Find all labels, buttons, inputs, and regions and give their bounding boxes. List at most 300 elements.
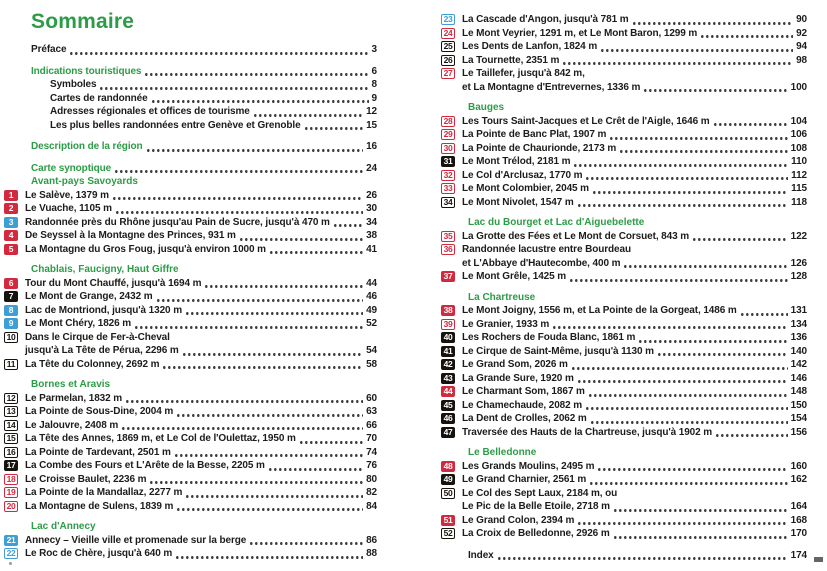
page-number: 34 xyxy=(366,216,377,228)
page-number: 154 xyxy=(790,413,807,425)
dot-leader xyxy=(589,394,788,397)
tour-title: Le Granier, 1933 m xyxy=(462,318,550,330)
page-number: 140 xyxy=(790,345,807,357)
dot-leader xyxy=(145,73,368,76)
tour-number-badge: 36 xyxy=(441,244,455,255)
index-label: Index xyxy=(468,549,494,561)
badge-slot xyxy=(4,332,25,343)
tour-title: Randonnée lacustre entre Bourdeau xyxy=(462,244,631,256)
tour-number-badge: 5 xyxy=(4,244,18,255)
tour-number-badge: 21 xyxy=(4,535,18,546)
dot-leader xyxy=(147,149,364,152)
toc-entry-row xyxy=(441,372,807,386)
toc-entry-row xyxy=(441,270,807,284)
tour-title: Le Charmant Som, 1867 m xyxy=(462,386,585,398)
tour-title: Les Grands Moulins, 2495 m xyxy=(462,460,595,472)
page-number: 108 xyxy=(790,142,807,154)
section-heading: Bornes et Aravis xyxy=(31,379,111,390)
badge-slot xyxy=(4,244,25,255)
tour-title: Le Vuache, 1105 m xyxy=(25,203,112,215)
tour-number-badge: 32 xyxy=(441,170,455,181)
section-heading: Bauges xyxy=(468,102,505,113)
front-matter-label: Cartes de randonnée xyxy=(50,92,148,104)
page-number: 134 xyxy=(790,318,807,330)
badge-slot xyxy=(441,197,462,208)
tour-title: La Dent de Crolles, 2062 m xyxy=(462,413,587,425)
page-number: 26 xyxy=(366,189,377,201)
tour-title: Le Salève, 1379 m xyxy=(25,189,109,201)
page-number: 70 xyxy=(366,433,377,445)
tour-title: Le Mont Nivolet, 1547 m xyxy=(462,196,574,208)
dot-leader xyxy=(714,123,788,126)
page-number: 54 xyxy=(366,345,377,357)
right-sections xyxy=(441,13,807,541)
page-number: 110 xyxy=(791,156,807,168)
tour-number-badge: 33 xyxy=(441,183,455,194)
dot-leader xyxy=(240,238,363,241)
toc-entry-row xyxy=(4,243,377,257)
page-number: 156 xyxy=(790,426,807,438)
toc-entry-row xyxy=(4,392,377,406)
dot-leader xyxy=(300,441,363,444)
tour-number-badge: 49 xyxy=(441,474,455,485)
right-column xyxy=(441,13,807,562)
dot-leader xyxy=(716,434,788,437)
dot-leader xyxy=(113,197,363,200)
page-number: 24 xyxy=(366,162,377,174)
page-number: 94 xyxy=(796,41,807,53)
toc-entry-row xyxy=(4,419,377,433)
badge-slot xyxy=(441,55,462,66)
dot-leader xyxy=(70,52,368,55)
toc-entry-row xyxy=(441,27,807,41)
badge-slot xyxy=(4,278,25,289)
tour-number-badge: 44 xyxy=(441,386,455,397)
tour-number-badge: 30 xyxy=(441,143,455,154)
badge-slot xyxy=(4,433,25,444)
front-matter-row xyxy=(4,92,377,106)
dot-leader xyxy=(553,326,787,329)
toc-entry-row xyxy=(441,13,807,27)
tour-title: jusqu'à La Tête de Pérua, 2296 m xyxy=(25,345,179,357)
tour-number-badge: 3 xyxy=(4,217,18,228)
dot-leader xyxy=(578,204,789,207)
tour-number-badge: 20 xyxy=(4,501,18,512)
dot-leader xyxy=(269,468,363,471)
tour-number-badge: 45 xyxy=(441,400,455,411)
tour-title: Le Roc de Chère, jusqu'à 640 m xyxy=(25,548,173,560)
dot-leader xyxy=(601,49,793,52)
tour-title: La Pointe de Chaurionde, 2173 m xyxy=(462,142,617,154)
toc-entry-row xyxy=(441,331,807,345)
tour-number-badge: 51 xyxy=(441,515,455,526)
tour-title: La Grande Sure, 1920 m xyxy=(462,372,574,384)
badge-slot xyxy=(441,271,462,282)
front-matter-label: Les plus belles randonnées entre Genève et Grenoble xyxy=(50,119,301,131)
toc-entry-row xyxy=(4,189,377,203)
dot-leader xyxy=(175,454,363,457)
tour-title: et L'Abbaye d'Hautecombe, 400 m xyxy=(462,257,621,269)
badge-slot xyxy=(4,535,25,546)
dot-leader xyxy=(126,400,363,403)
badge-slot xyxy=(4,447,25,458)
page-number: 74 xyxy=(366,446,377,458)
badge-slot xyxy=(441,461,462,472)
badge-slot xyxy=(441,116,462,127)
front-matter-label: Carte synoptique xyxy=(31,162,112,174)
toc-entry-row xyxy=(4,304,377,318)
page-number: 84 xyxy=(366,500,377,512)
badge-slot xyxy=(441,129,462,140)
dot-leader xyxy=(157,299,364,302)
page-number: 6 xyxy=(371,65,377,77)
badge-slot xyxy=(441,474,462,485)
tour-number-badge: 50 xyxy=(441,488,455,499)
toc-entry-row xyxy=(4,500,377,514)
toc-entry-row xyxy=(4,344,377,358)
page-number: 46 xyxy=(366,291,377,303)
dot-leader xyxy=(590,482,787,485)
toc-entry-row xyxy=(441,399,807,413)
page-number: 104 xyxy=(790,115,807,127)
page-number: 92 xyxy=(796,27,807,39)
tour-number-badge: 16 xyxy=(4,447,18,458)
tour-number-badge: 27 xyxy=(441,68,455,79)
tour-title: Le Mont de Grange, 2432 m xyxy=(25,291,153,303)
tour-title: La Cascade d'Angon, jusqu'à 781 m xyxy=(462,14,629,26)
page-number: 160 xyxy=(790,460,807,472)
page-number: 164 xyxy=(790,501,807,513)
tour-number-badge: 47 xyxy=(441,427,455,438)
toc-entry-row xyxy=(441,182,807,196)
front-matter-row xyxy=(4,43,377,57)
tour-title: La Combe des Fours et L'Arête de la Besse, 2205 m xyxy=(25,460,265,472)
dot-leader xyxy=(644,89,787,92)
toc-entry-row xyxy=(4,534,377,548)
badge-slot xyxy=(4,460,25,471)
toc-entry-row xyxy=(441,527,807,541)
badge-slot xyxy=(4,190,25,201)
tour-title: Le Mont Trélod, 2181 m xyxy=(462,156,571,168)
page-number: 115 xyxy=(791,183,807,195)
scan-artifact-right xyxy=(814,557,823,562)
dot-leader xyxy=(177,508,363,511)
dot-leader xyxy=(633,22,794,25)
dot-leader xyxy=(741,313,788,316)
page-number: 12 xyxy=(366,106,377,118)
badge-slot xyxy=(441,14,462,25)
dot-leader xyxy=(115,170,363,173)
dot-leader xyxy=(624,265,787,268)
page-number: 9 xyxy=(371,92,377,104)
front-matter-row xyxy=(4,162,377,176)
dot-leader xyxy=(100,87,368,90)
dot-leader xyxy=(586,407,788,410)
tour-number-badge: 17 xyxy=(4,460,18,471)
dot-leader xyxy=(163,366,363,369)
dot-leader xyxy=(570,279,788,282)
tour-number-badge: 11 xyxy=(4,359,18,370)
page-number: 63 xyxy=(366,406,377,418)
badge-slot xyxy=(4,406,25,417)
tour-title: Le Grand Som, 2026 m xyxy=(462,359,568,371)
page-number: 49 xyxy=(366,304,377,316)
page-number: 142 xyxy=(790,359,807,371)
badge-slot xyxy=(4,217,25,228)
dot-leader xyxy=(135,326,363,329)
page-number: 100 xyxy=(790,81,807,93)
page-title: Sommaire xyxy=(31,10,135,33)
badge-slot xyxy=(441,386,462,397)
toc-entry-row xyxy=(441,115,807,129)
page-number: 38 xyxy=(366,230,377,242)
tour-title: La Pointe de Banc Plat, 1907 m xyxy=(462,129,607,141)
badge-slot xyxy=(441,305,462,316)
badge-slot xyxy=(4,305,25,316)
page-number: 8 xyxy=(371,79,377,91)
tour-title: Le Mont Colombier, 2045 m xyxy=(462,183,589,195)
left-column xyxy=(4,10,377,561)
badge-slot xyxy=(4,359,25,370)
tour-number-badge: 14 xyxy=(4,420,18,431)
badge-slot xyxy=(441,427,462,438)
tour-title: Le Col des Sept Laux, 2184 m, ou xyxy=(462,487,618,499)
page-number: 44 xyxy=(366,277,377,289)
tour-title: Le Grand Charnier, 2561 m xyxy=(462,474,587,486)
tour-title: La Montagne de Sulens, 1839 m xyxy=(25,500,174,512)
toc-entry-row xyxy=(441,426,807,440)
toc-entry-row xyxy=(441,500,807,514)
tour-number-badge: 2 xyxy=(4,203,18,214)
badge-slot xyxy=(4,548,25,559)
dot-leader xyxy=(578,380,788,383)
tour-number-badge: 34 xyxy=(441,197,455,208)
toc-entry-row xyxy=(441,155,807,169)
page-number: 76 xyxy=(366,460,377,472)
dot-leader xyxy=(498,557,788,560)
dot-leader xyxy=(254,114,363,117)
toc-entry-row xyxy=(441,230,807,244)
dot-leader xyxy=(578,522,787,525)
badge-slot xyxy=(4,230,25,241)
tour-title: et La Montagne d'Entrevernes, 1336 m xyxy=(462,81,641,93)
front-matter-row xyxy=(4,78,377,92)
badge-slot xyxy=(441,28,462,39)
badge-slot xyxy=(441,143,462,154)
tour-number-badge: 19 xyxy=(4,487,18,498)
page-number: 131 xyxy=(790,305,807,317)
front-matter-label: Préface xyxy=(31,44,67,56)
tour-number-badge: 25 xyxy=(441,41,455,52)
tour-number-badge: 31 xyxy=(441,156,455,167)
page-number: 16 xyxy=(366,141,377,153)
tour-title: Le Chamechaude, 2082 m xyxy=(462,399,583,411)
tour-title: Le Mont Grêle, 1425 m xyxy=(462,271,567,283)
dot-leader xyxy=(610,137,787,140)
badge-slot xyxy=(441,231,462,242)
dot-leader xyxy=(639,340,787,343)
page-number: 136 xyxy=(790,332,807,344)
page-number: 148 xyxy=(790,386,807,398)
dot-leader xyxy=(620,150,787,153)
tour-number-badge: 46 xyxy=(441,413,455,424)
section-heading: Chablais, Faucigny, Haut Giffre xyxy=(31,264,179,275)
page-number: 168 xyxy=(790,514,807,526)
dot-leader xyxy=(150,481,363,484)
badge-slot xyxy=(441,156,462,167)
toc-entry-row xyxy=(441,304,807,318)
tour-number-badge: 22 xyxy=(4,548,18,559)
tour-number-badge: 12 xyxy=(4,393,18,404)
tour-number-badge: 24 xyxy=(441,28,455,39)
page-number: 98 xyxy=(796,54,807,66)
badge-slot xyxy=(441,346,462,357)
tour-title: De Seyssel à la Montagne des Princes, 931 m xyxy=(25,230,236,242)
tour-number-badge: 37 xyxy=(441,271,455,282)
tour-title: Le Taillefer, jusqu'à 842 m, xyxy=(462,68,585,80)
tour-number-badge: 41 xyxy=(441,346,455,357)
tour-number-badge: 38 xyxy=(441,305,455,316)
page-number: 58 xyxy=(366,358,377,370)
tour-title: Le Pic de la Belle Etoile, 2718 m xyxy=(462,501,610,513)
tour-number-badge: 29 xyxy=(441,129,455,140)
toc-entry-row xyxy=(4,290,377,304)
dot-leader xyxy=(572,367,788,370)
tour-title: La Pointe de la Mandallaz, 2277 m xyxy=(25,487,183,499)
tour-number-badge: 40 xyxy=(441,332,455,343)
toc-entry-row xyxy=(4,432,377,446)
toc-entry-row xyxy=(441,81,807,95)
dot-leader xyxy=(614,536,788,539)
tour-title: Le Mont Veyrier, 1291 m, et Le Mont Baron, 1299 m xyxy=(462,27,698,39)
dot-leader xyxy=(334,224,363,227)
page-number: 150 xyxy=(790,399,807,411)
badge-slot xyxy=(4,393,25,404)
section-heading: Le Belledonne xyxy=(468,447,537,458)
badge-slot xyxy=(441,359,462,370)
page-number: 3 xyxy=(371,44,377,56)
section-heading: Lac d'Annecy xyxy=(31,521,96,532)
dot-leader xyxy=(693,238,788,241)
page-number: 122 xyxy=(790,230,807,242)
toc-entry-row xyxy=(441,169,807,183)
tour-title: La Croix de Belledonne, 2926 m xyxy=(462,528,610,540)
toc-entry-row xyxy=(4,358,377,372)
badge-slot xyxy=(4,318,25,329)
toc-entry-row xyxy=(441,412,807,426)
tour-title: Le Mont Chéry, 1826 m xyxy=(25,318,132,330)
tour-number-badge: 42 xyxy=(441,359,455,370)
toc-entry-row xyxy=(441,358,807,372)
badge-slot xyxy=(441,332,462,343)
badge-slot xyxy=(4,203,25,214)
tour-number-badge: 28 xyxy=(441,116,455,127)
toc-entry-row xyxy=(441,243,807,257)
tour-title: Les Rochers de Fouda Blanc, 1861 m xyxy=(462,332,636,344)
tour-title: Lac de Montriond, jusqu'à 1320 m xyxy=(25,304,182,316)
page-number: 170 xyxy=(790,528,807,540)
front-matter-row xyxy=(4,105,377,119)
tour-number-badge: 26 xyxy=(441,55,455,66)
tour-number-badge: 18 xyxy=(4,474,18,485)
toc-entry-row xyxy=(441,54,807,68)
tour-title: Tour du Mont Chauffé, jusqu'à 1694 m xyxy=(25,277,202,289)
left-sections xyxy=(4,175,377,561)
page-number: 146 xyxy=(790,372,807,384)
badge-slot xyxy=(441,319,462,330)
index-row xyxy=(441,549,807,563)
tour-number-badge: 23 xyxy=(441,14,455,25)
page-number: 90 xyxy=(796,14,807,26)
tour-title: Traversée des Hauts de la Chartreuse, jusqu'à 1902 m xyxy=(462,426,713,438)
toc-entry-row xyxy=(441,385,807,399)
section-heading: La Chartreuse xyxy=(468,291,536,303)
toc-entry-row xyxy=(441,128,807,142)
dot-leader xyxy=(186,312,363,315)
badge-slot xyxy=(441,515,462,526)
tour-title: Le Cirque de Saint-Même, jusqu'à 1130 m xyxy=(462,345,654,357)
toc-entry-row xyxy=(441,487,807,501)
tour-title: Le Parmelan, 1832 m xyxy=(25,392,123,404)
dot-leader xyxy=(152,100,369,103)
tour-title: Randonnée près du Rhône jusqu'au Pain de Sucre, jusqu'à 470 m xyxy=(25,216,330,228)
badge-slot xyxy=(441,244,462,255)
tour-number-badge: 39 xyxy=(441,319,455,330)
tour-title: La Tête du Colonney, 2692 m xyxy=(25,358,160,370)
toc-entry-row xyxy=(441,318,807,332)
toc-entry-row xyxy=(441,142,807,156)
tour-title: Annecy – Vieille ville et promenade sur la berge xyxy=(25,534,247,546)
tour-number-badge: 8 xyxy=(4,305,18,316)
toc-entry-row xyxy=(4,331,377,345)
toc-entry-row xyxy=(4,486,377,500)
tour-title: Le Col d'Arclusaz, 1770 m xyxy=(462,169,583,181)
tour-title: Le Mont Joigny, 1556 m, et La Pointe de la Gorgeat, 1486 m xyxy=(462,305,737,317)
badge-slot xyxy=(441,400,462,411)
badge-slot xyxy=(4,487,25,498)
front-matter-row xyxy=(4,140,377,154)
front-matter-row xyxy=(4,65,377,79)
dot-leader xyxy=(701,35,793,38)
tour-title: Le Grand Colon, 2394 m xyxy=(462,514,575,526)
dot-leader xyxy=(563,62,793,65)
page-number: 66 xyxy=(366,419,377,431)
toc-entry-row xyxy=(4,473,377,487)
tour-number-badge: 6 xyxy=(4,278,18,289)
tour-title: La Montagne du Gros Foug, jusqu'à environ 1000 m xyxy=(25,243,266,255)
badge-slot xyxy=(441,41,462,52)
dot-leader xyxy=(593,191,788,194)
toc-entry-row xyxy=(4,405,377,419)
toc-entry-row xyxy=(4,229,377,243)
toc-entry-row xyxy=(441,473,807,487)
toc-entry-row xyxy=(441,196,807,210)
tour-title: La Tête des Annes, 1869 m, et Le Col de l'Oulettaz, 1950 m xyxy=(25,433,296,445)
toc-entry-row xyxy=(4,202,377,216)
front-matter-label: Description de la région xyxy=(31,141,143,153)
tour-number-badge: 43 xyxy=(441,373,455,384)
toc-entry-row xyxy=(441,460,807,474)
section-heading: Avant-pays Savoyards xyxy=(31,176,138,187)
dot-leader xyxy=(270,251,363,254)
tour-number-badge: 4 xyxy=(4,230,18,241)
tour-title: Dans le Cirque de Fer-à-Cheval xyxy=(25,331,170,343)
page-number: 88 xyxy=(366,548,377,560)
toc-entry-row xyxy=(4,459,377,473)
toc-entry-row xyxy=(4,317,377,331)
page-number: 30 xyxy=(366,203,377,215)
section-heading: Lac du Bourget et Lac d'Aiguebelette xyxy=(468,217,645,228)
